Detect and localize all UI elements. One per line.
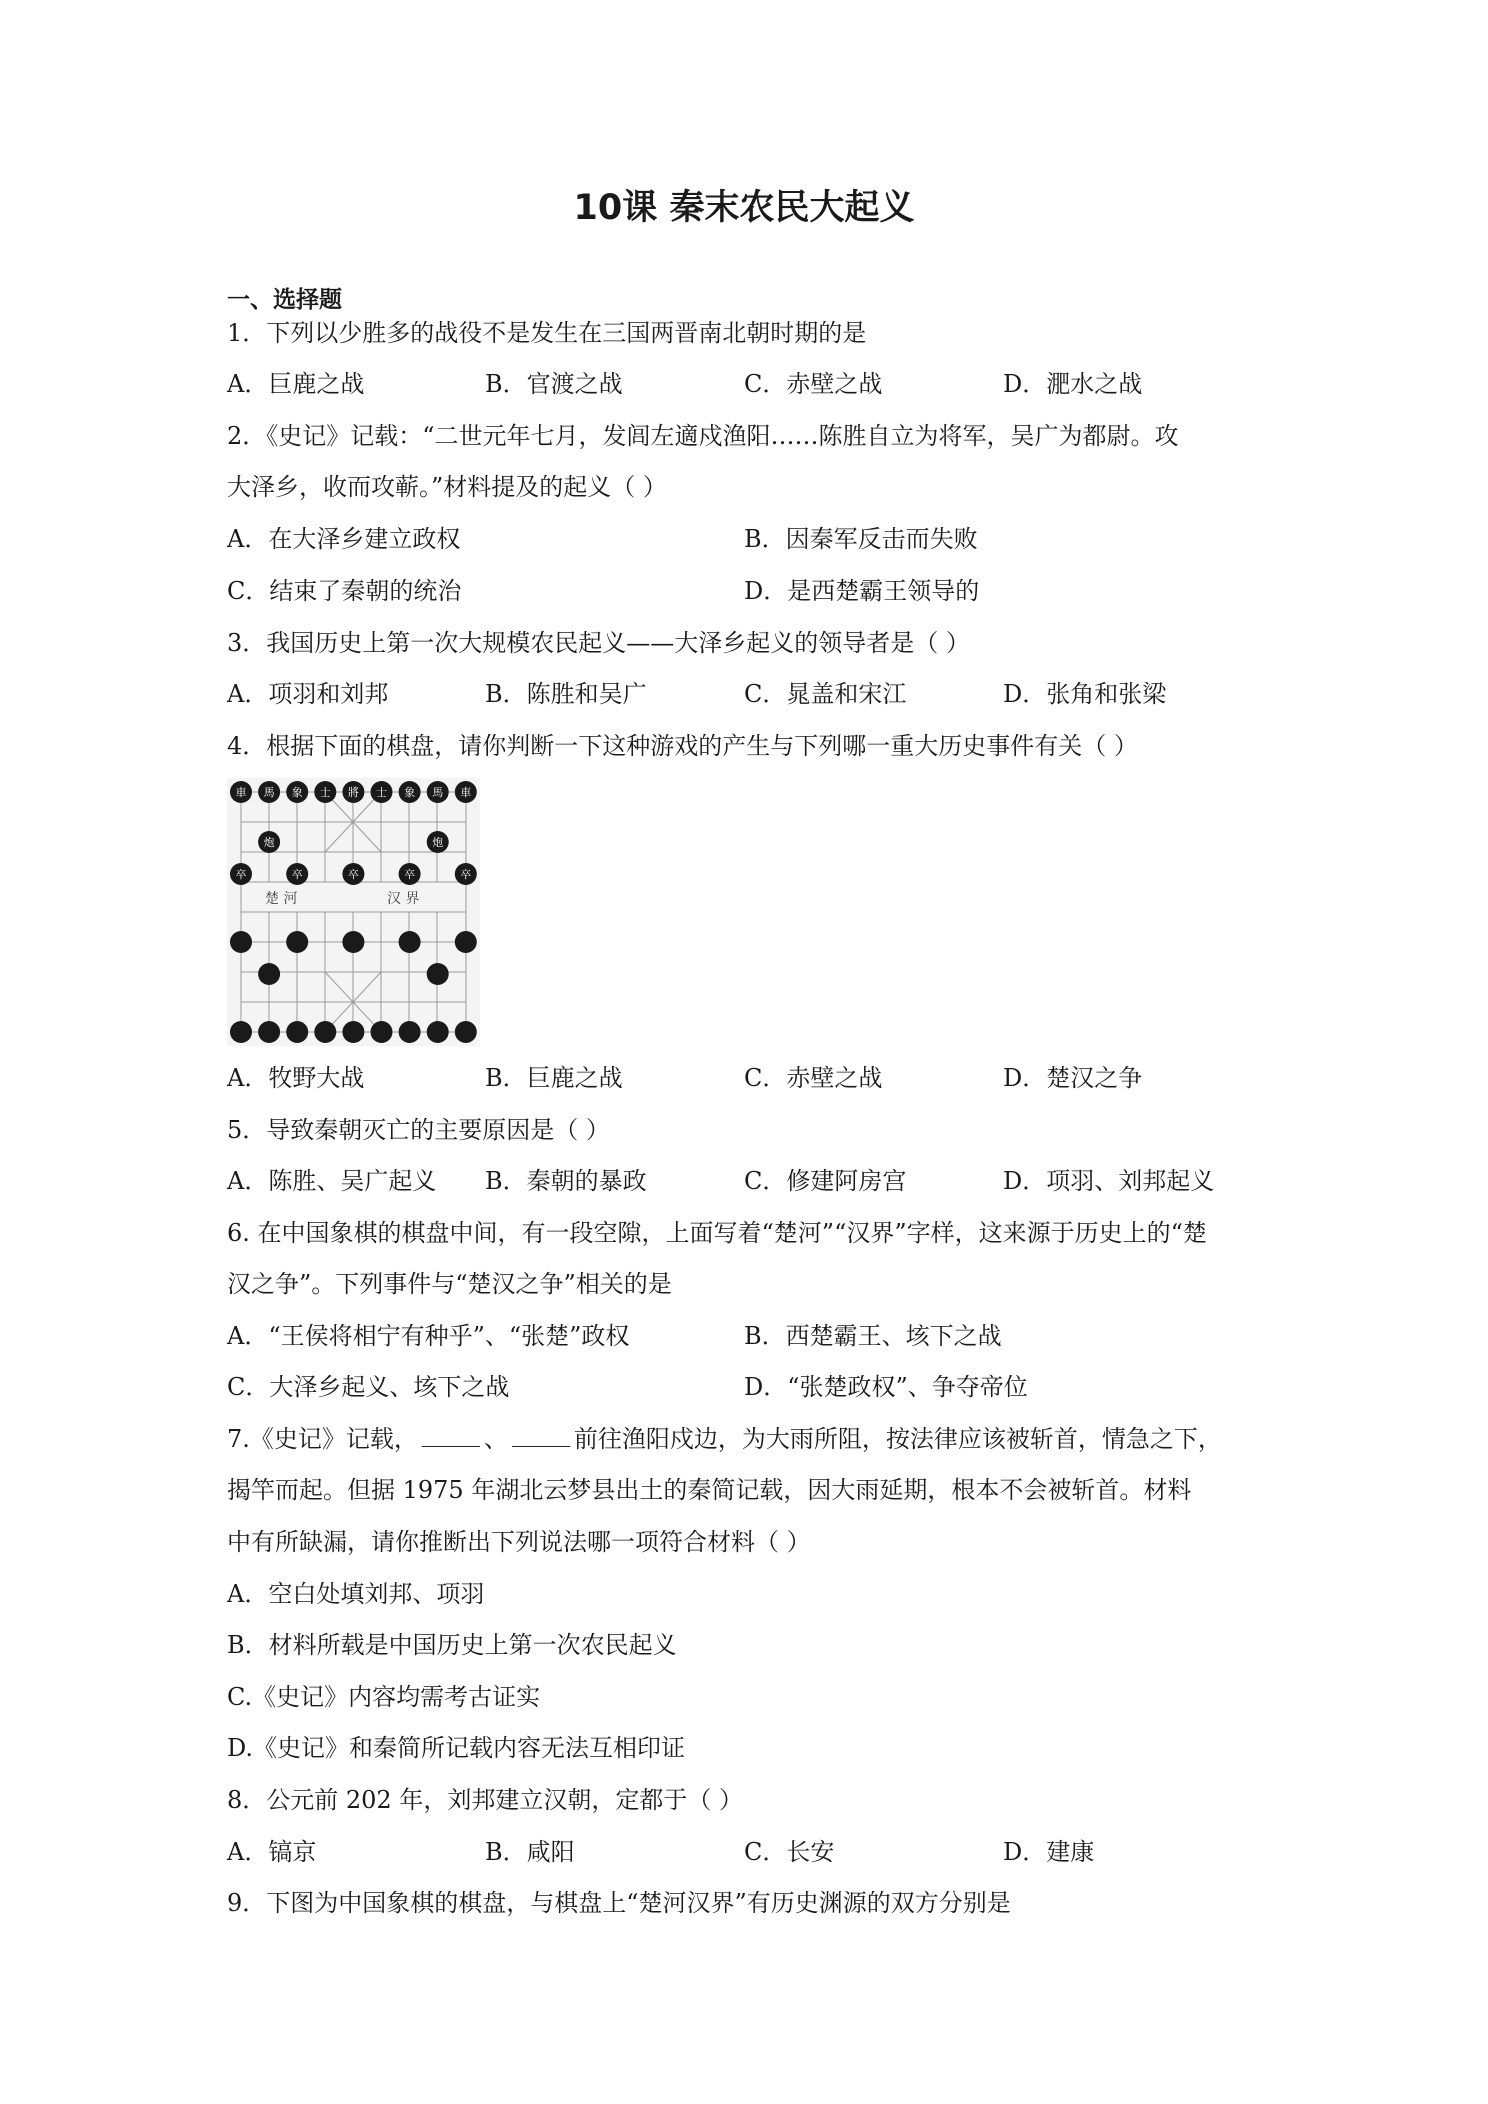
q5-option-b: B．秦朝的暴政	[485, 1167, 647, 1195]
river-left-label: 楚 河	[265, 891, 298, 907]
q3-option-d: D．张角和张梁	[1003, 680, 1167, 708]
question-9-stem: 9．下图为中国象棋的棋盘，与棋盘上“楚河汉界”有历史渊源的双方分别是	[227, 1889, 1011, 1917]
q3-option-a: A．项羽和刘邦	[227, 680, 389, 708]
bottom-piece-3	[314, 1021, 336, 1043]
q8-option-b: B．咸阳	[485, 1838, 575, 1866]
bottom-piece-4	[342, 1021, 364, 1043]
question-2-line-1: 2．《史记》记载：“二世元年七月，发闾左適戍渔阳……陈胜自立为将军，吴广为都尉。攻	[227, 422, 1179, 450]
bottom-cannon-left	[258, 963, 280, 985]
question-7-line-2: 揭竿而起。但据 1975 年湖北云梦县出土的秦简记载，因大雨延期，根本不会被斩首。材料	[227, 1476, 1192, 1504]
section-heading: 一、选择题	[227, 287, 342, 313]
q7-suffix: 前往渔阳戍边，为大雨所阻，按法律应该被斩首，情急之下，	[573, 1425, 1222, 1453]
top-soldier-4-label: 卒	[347, 868, 359, 881]
bottom-piece-1	[258, 1021, 280, 1043]
q8-option-a: A．镐京	[227, 1838, 317, 1866]
q7-blank-1	[422, 1424, 480, 1447]
question-7-line-1	[227, 1419, 1222, 1454]
bottom-soldier-2	[286, 931, 308, 953]
top-piece-6-label: 象	[404, 786, 416, 799]
chess-board-image	[227, 778, 480, 1046]
bottom-soldier-4	[342, 931, 364, 953]
q5-option-a: A．陈胜、吴广起义	[227, 1167, 437, 1195]
q7-option-b: B．材料所载是中国历史上第一次农民起义	[227, 1631, 677, 1659]
q7-separator: 、	[483, 1425, 508, 1453]
bottom-piece-5	[371, 1021, 393, 1043]
bottom-soldier-8	[455, 931, 477, 953]
bottom-piece-6	[399, 1021, 421, 1043]
top-piece-5-label: 士	[376, 786, 387, 799]
question-1-stem: 1．下列以少胜多的战役不是发生在三国两晋南北朝时期的是	[227, 319, 867, 347]
q6-option-c: C．大泽乡起义、垓下之战	[227, 1373, 510, 1401]
bottom-piece-0	[230, 1021, 252, 1043]
top-soldier-8-label: 卒	[460, 868, 472, 881]
question-8-stem: 8．公元前 202 年，刘邦建立汉朝，定都于（ ）	[227, 1786, 743, 1814]
question-2-line-2: 大泽乡，收而攻蕲。”材料提及的起义（ ）	[227, 473, 667, 501]
top-soldier-0-label: 卒	[235, 868, 247, 881]
top-piece-0-label: 車	[235, 786, 247, 799]
q1-option-a: A．巨鹿之战	[227, 370, 365, 398]
bottom-piece-7	[427, 1021, 449, 1043]
question-6-line-1: 6. 在中国象棋的棋盘中间，有一段空隙，上面写着“楚河”“汉界”字样，这来源于历史上的“楚	[227, 1219, 1207, 1247]
top-piece-8-label: 車	[460, 786, 472, 799]
q6-option-b: B．西楚霸王、垓下之战	[744, 1322, 1002, 1350]
q2-option-a: A．在大泽乡建立政权	[227, 525, 461, 553]
q4-option-d: D．楚汉之争	[1003, 1064, 1143, 1092]
q4-option-a: A．牧野大战	[227, 1064, 365, 1092]
top-piece-3-label: 士	[319, 786, 331, 799]
q3-option-c: C．晁盖和宋江	[744, 680, 907, 708]
bottom-piece-8	[455, 1021, 477, 1043]
page-title: 10课 秦末农民大起义	[573, 188, 915, 228]
q7-blank-2	[512, 1424, 570, 1447]
q6-option-a: A．“王侯将相宁有种乎”、“张楚”政权	[227, 1322, 630, 1350]
question-4-stem: 4．根据下面的棋盘，请你判断一下这种游戏的产生与下列哪一重大历史事件有关（ ）	[227, 732, 1138, 760]
top-piece-2-label: 象	[291, 786, 303, 799]
q8-option-c: C．长安	[744, 1838, 835, 1866]
river-right-label: 汉 界	[387, 891, 420, 907]
q7-option-c: C.《史记》内容均需考古证实	[227, 1683, 541, 1711]
q1-option-d: D．淝水之战	[1003, 370, 1143, 398]
top-cannon-left-label: 炮	[263, 836, 275, 849]
bottom-soldier-6	[399, 931, 421, 953]
q7-option-a: A．空白处填刘邦、项羽	[227, 1580, 485, 1608]
top-piece-4-label: 將	[347, 786, 359, 799]
top-piece-1-label: 馬	[263, 786, 275, 799]
q1-option-b: B．官渡之战	[485, 370, 623, 398]
q7-prefix: 7.《史记》记载，	[227, 1425, 418, 1453]
q4-option-c: C．赤壁之战	[744, 1064, 883, 1092]
top-piece-7-label: 馬	[432, 786, 444, 799]
q8-option-d: D．建康	[1003, 1838, 1095, 1866]
q3-option-b: B．陈胜和吴广	[485, 680, 647, 708]
q5-option-d: D．项羽、刘邦起义	[1003, 1167, 1215, 1195]
question-6-line-2: 汉之争”。下列事件与“楚汉之争”相关的是	[227, 1270, 672, 1298]
question-7-line-3: 中有所缺漏，请你推断出下列说法哪一项符合材料（ ）	[227, 1528, 811, 1556]
bottom-piece-2	[286, 1021, 308, 1043]
top-soldier-2-label: 卒	[291, 868, 303, 881]
q1-option-c: C．赤壁之战	[744, 370, 883, 398]
q4-option-b: B．巨鹿之战	[485, 1064, 623, 1092]
q2-option-c: C．结束了秦朝的统治	[227, 577, 462, 605]
bottom-soldier-0	[230, 931, 252, 953]
top-cannon-right-label: 炮	[432, 836, 444, 849]
chess-board-svg	[227, 778, 480, 1046]
q2-option-b: B．因秦军反击而失败	[744, 525, 978, 553]
q6-option-d: D．“张楚政权”、争夺帝位	[744, 1373, 1028, 1401]
question-5-stem: 5．导致秦朝灭亡的主要原因是（ ）	[227, 1116, 610, 1144]
bottom-cannon-right	[427, 963, 449, 985]
q2-option-d: D．是西楚霸王领导的	[744, 577, 980, 605]
q5-option-c: C．修建阿房宫	[744, 1167, 907, 1195]
question-3-stem: 3．我国历史上第一次大规模农民起义——大泽乡起义的领导者是（ ）	[227, 629, 970, 657]
q7-option-d: D.《史记》和秦简所记载内容无法互相印证	[227, 1734, 686, 1762]
top-soldier-6-label: 卒	[404, 868, 416, 881]
